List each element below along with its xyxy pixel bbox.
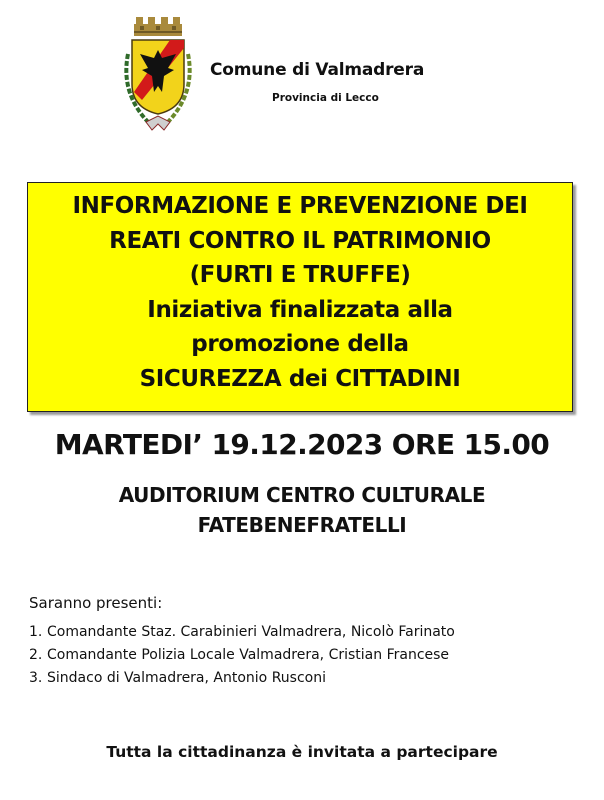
banner-emphasis: CITTADINI <box>335 365 461 392</box>
banner-line: Iniziativa finalizzata alla <box>147 296 453 323</box>
org-province: Provincia di Lecco <box>272 92 379 104</box>
banner-line: INFORMAZIONE E PREVENZIONE DEI <box>72 193 528 219</box>
list-text: Comandante Polizia Locale Valmadrera, Cristian Francese <box>47 647 450 663</box>
venue-line: FATEBENEFRATELLI <box>197 513 407 537</box>
banner-emphasis: SICUREZZA <box>139 365 282 392</box>
banner-line: REATI CONTRO IL PATRIMONIO <box>109 227 491 254</box>
list-item <box>29 624 455 647</box>
banner-line-last <box>28 362 572 397</box>
event-venue <box>0 480 604 540</box>
org-name: Comune di Valmadrera <box>210 60 425 80</box>
banner-connector: dei <box>281 365 336 392</box>
list-text: Sindaco di Valmadrera, Antonio Rusconi <box>47 670 326 686</box>
list-number: 2. <box>29 647 43 663</box>
event-datetime: MARTEDI’ 19.12.2023 ORE 15.00 <box>54 428 550 461</box>
header <box>118 14 518 144</box>
invitation-footer: Tutta la cittadinanza è invitata a partecipare <box>106 743 498 761</box>
attendees-title: Saranno presenti: <box>29 594 163 612</box>
venue-line: AUDITORIUM CENTRO CULTURALE <box>118 483 486 507</box>
list-item <box>29 670 455 693</box>
attendees-list <box>29 624 455 693</box>
banner-line: (FURTI E TRUFFE) <box>189 262 411 288</box>
banner-line: promozione della <box>191 331 409 357</box>
list-text: Comandante Staz. Carabinieri Valmadrera, Nicolò Farinato <box>47 624 455 640</box>
municipal-coat-of-arms-icon <box>118 14 198 136</box>
list-number: 3. <box>29 670 43 686</box>
title-banner <box>27 182 573 412</box>
list-number: 1. <box>29 624 43 640</box>
list-item <box>29 647 455 670</box>
